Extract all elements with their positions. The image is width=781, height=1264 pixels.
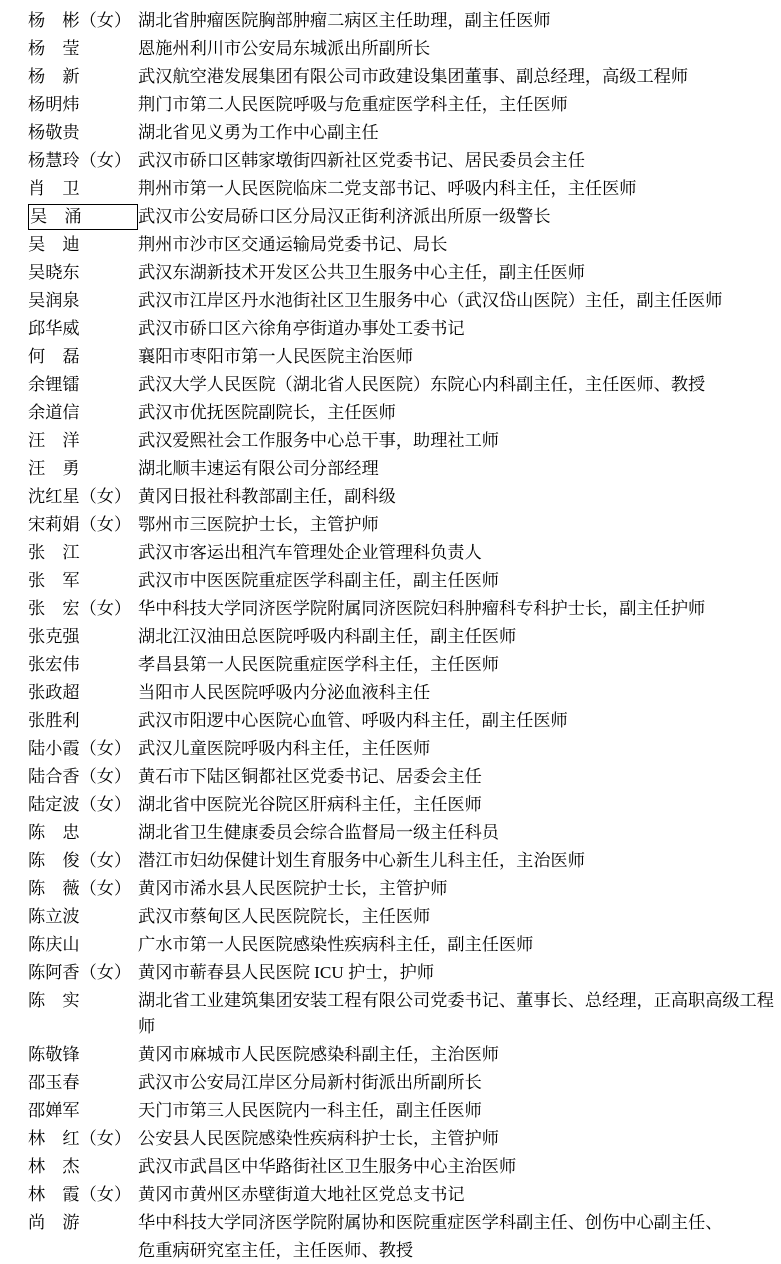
honoree-title: 公安县人民医院感染性疾病科护士长，主管护师 (138, 1129, 499, 1148)
list-item (0, 988, 781, 1040)
list-item (0, 932, 781, 958)
honoree-title: 武汉市阳逻中心医院心血管、呼吸内科主任，副主任医师 (138, 711, 568, 730)
honoree-name: 张 军 (28, 571, 80, 590)
honoree-title: 恩施州利川市公安局东城派出所副所长 (138, 39, 431, 58)
list-item (0, 428, 781, 454)
honoree-title: 湖北顺丰速运有限公司分部经理 (138, 459, 379, 478)
honoree-title: 武汉市硚口区韩家墩街四新社区党委书记、居民委员会主任 (138, 151, 585, 170)
honoree-title: 武汉市公安局硚口区分局汉正街利济派出所原一级警长 (138, 207, 551, 226)
honoree-title: 武汉市硚口区六徐角亭街道办事处工委书记 (138, 319, 465, 338)
honoree-name: 余道信 (28, 403, 80, 422)
honoree-name: 陈 实 (28, 991, 80, 1010)
list-item (0, 36, 781, 62)
honoree-title: 武汉航空港发展集团有限公司市政建设集团董事、副总经理，高级工程师 (138, 67, 689, 86)
honoree-name: 张政超 (28, 683, 80, 702)
honoree-title: 黄冈市浠水县人民医院护士长，主管护师 (138, 879, 448, 898)
honoree-title: 黄石市下陆区铜都社区党委书记、居委会主任 (138, 767, 482, 786)
honoree-title: 武汉市蔡甸区人民医院院长，主任医师 (138, 907, 431, 926)
list-item (0, 540, 781, 566)
list-item (0, 148, 781, 174)
list-item (0, 1070, 781, 1096)
honoree-title: 天门市第三人民医院内一科主任，副主任医师 (138, 1101, 482, 1120)
list-item (0, 204, 781, 230)
honoree-name: 杨 彬（女） (28, 11, 132, 30)
honoree-list (0, 8, 781, 1264)
honoree-title: 黄冈市蕲春县人民医院 ICU 护士，护师 (138, 963, 435, 982)
honoree-name: 邱华威 (28, 319, 80, 338)
honoree-name: 陈庆山 (28, 935, 80, 954)
honoree-name: 陈 薇（女） (28, 879, 132, 898)
list-item (0, 568, 781, 594)
honoree-title: 武汉市江岸区丹水池街社区卫生服务中心（武汉岱山医院）主任，副主任医师 (138, 291, 723, 310)
honoree-name: 余锂镭 (28, 375, 80, 394)
honoree-title: 黄冈市黄州区赤壁街道大地社区党总支书记 (138, 1185, 465, 1204)
list-item (0, 764, 781, 790)
list-item (0, 1042, 781, 1068)
honoree-name: 陈 俊（女） (28, 851, 132, 870)
honoree-name: 陈 忠 (28, 823, 80, 842)
list-item (0, 960, 781, 986)
honoree-name: 何 磊 (28, 347, 80, 366)
honoree-title: 荆州市沙市区交通运输局党委书记、局长 (138, 235, 448, 254)
honoree-title: 华中科技大学同济医学院附属协和医院重症医学科副主任、创伤中心副主任、 (138, 1213, 723, 1232)
honoree-name: 张 江 (28, 543, 80, 562)
honoree-title: 当阳市人民医院呼吸内分泌血液科主任 (138, 683, 431, 702)
honoree-title: 湖北省卫生健康委员会综合监督局一级主任科员 (138, 823, 499, 842)
list-item (0, 708, 781, 734)
honoree-name: 林 杰 (28, 1157, 80, 1176)
honoree-title: 武汉市中医医院重症医学科副主任，副主任医师 (138, 571, 499, 590)
list-item (0, 1098, 781, 1124)
list-item (0, 1126, 781, 1152)
honoree-title: 荆州市第一人民医院临床二党支部书记、呼吸内科主任，主任医师 (138, 179, 637, 198)
list-item (0, 484, 781, 510)
honoree-name: 吴 涌 (28, 204, 138, 230)
list-item (0, 1210, 781, 1236)
honoree-title: 湖北省工业建筑集团安装工程有限公司党委书记、董事长、总经理，正高职高级工程师 (138, 991, 774, 1036)
honoree-title: 武汉市客运出租汽车管理处企业管理科负责人 (138, 543, 482, 562)
list-item (0, 1182, 781, 1208)
list-item (0, 736, 781, 762)
list-item (0, 680, 781, 706)
honoree-title: 华中科技大学同济医学院附属同济医院妇科肿瘤科专科护士长，副主任护师 (138, 599, 706, 618)
list-item (0, 344, 781, 370)
honoree-title: 鄂州市三医院护士长，主管护师 (138, 515, 379, 534)
honoree-name: 汪 洋 (28, 431, 80, 450)
honoree-name: 杨 莹 (28, 39, 80, 58)
list-item (0, 288, 781, 314)
list-item (0, 232, 781, 258)
honoree-name: 陆合香（女） (28, 767, 132, 786)
list-item (0, 652, 781, 678)
honoree-name: 陆小霞（女） (28, 739, 132, 758)
honoree-title: 武汉东湖新技术开发区公共卫生服务中心主任，副主任医师 (138, 263, 585, 282)
honoree-name: 林 霞（女） (28, 1185, 132, 1204)
honoree-name: 陈立波 (28, 907, 80, 926)
list-item (0, 8, 781, 34)
honoree-name: 陈阿香（女） (28, 963, 132, 982)
list-item (0, 596, 781, 622)
list-item (0, 260, 781, 286)
honoree-name: 尚 游 (28, 1213, 80, 1232)
honoree-name: 张宏伟 (28, 655, 80, 674)
honoree-name: 吴 迪 (28, 235, 80, 254)
honoree-title: 武汉大学人民医院（湖北省人民医院）东院心内科副主任，主任医师、教授 (138, 375, 706, 394)
list-item (0, 820, 781, 846)
honoree-name: 肖 卫 (28, 179, 80, 198)
honoree-name: 张胜利 (28, 711, 80, 730)
list-item (0, 1154, 781, 1180)
honoree-name: 沈红星（女） (28, 487, 132, 506)
list-item (0, 120, 781, 146)
list-item (0, 848, 781, 874)
list-item (0, 176, 781, 202)
honoree-title: 武汉儿童医院呼吸内科主任，主任医师 (138, 739, 431, 758)
honoree-name: 杨敬贵 (28, 123, 80, 142)
honoree-name: 宋莉娟（女） (28, 515, 132, 534)
list-item (0, 792, 781, 818)
honoree-name: 林 红（女） (28, 1129, 132, 1148)
honoree-title: 湖北省见义勇为工作中心副主任 (138, 123, 379, 142)
honoree-name: 吴晓东 (28, 263, 80, 282)
honoree-name: 吴润泉 (28, 291, 80, 310)
honoree-title: 潜江市妇幼保健计划生育服务中心新生儿科主任，主治医师 (138, 851, 585, 870)
honoree-title: 荆门市第二人民医院呼吸与危重症医学科主任，主任医师 (138, 95, 568, 114)
honoree-name: 陈敬锋 (28, 1045, 80, 1064)
honoree-title: 武汉市优抚医院副院长，主任医师 (138, 403, 396, 422)
list-item (0, 512, 781, 538)
honoree-name: 陆定波（女） (28, 795, 132, 814)
list-item (0, 400, 781, 426)
list-item (0, 64, 781, 90)
honoree-name: 邵玉春 (28, 1073, 80, 1092)
honoree-title: 孝昌县第一人民医院重症医学科主任，主任医师 (138, 655, 499, 674)
honoree-name: 张克强 (28, 627, 80, 646)
list-item (0, 876, 781, 902)
honoree-title: 湖北江汉油田总医院呼吸内科副主任，副主任医师 (138, 627, 517, 646)
list-item (0, 372, 781, 398)
honoree-title: 武汉爱熙社会工作服务中心总干事，助理社工师 (138, 431, 499, 450)
honoree-title: 湖北省中医院光谷院区肝病科主任，主任医师 (138, 795, 482, 814)
honoree-title: 黄冈日报社科教部副主任，副科级 (138, 487, 396, 506)
list-item (0, 904, 781, 930)
honoree-title: 湖北省肿瘤医院胸部肿瘤二病区主任助理，副主任医师 (138, 11, 551, 30)
honoree-title: 黄冈市麻城市人民医院感染科副主任，主治医师 (138, 1045, 499, 1064)
list-item (0, 456, 781, 482)
honoree-title: 武汉市武昌区中华路街社区卫生服务中心主治医师 (138, 1157, 517, 1176)
honoree-name: 邵婵军 (28, 1101, 80, 1120)
honoree-title: 广水市第一人民医院感染性疾病科主任，副主任医师 (138, 935, 534, 954)
honoree-title: 襄阳市枣阳市第一人民医院主治医师 (138, 347, 414, 366)
list-item (0, 92, 781, 118)
honoree-name: 张 宏（女） (28, 599, 132, 618)
honoree-name: 汪 勇 (28, 459, 80, 478)
honoree-title-continued: 危重病研究室主任，主任医师、教授 (138, 1241, 414, 1260)
list-item (0, 624, 781, 650)
honoree-title: 武汉市公安局江岸区分局新村街派出所副所长 (138, 1073, 482, 1092)
list-item (0, 316, 781, 342)
honoree-name: 杨明炜 (28, 95, 80, 114)
honoree-name: 杨 新 (28, 67, 80, 86)
honoree-name: 杨慧玲（女） (28, 151, 132, 170)
